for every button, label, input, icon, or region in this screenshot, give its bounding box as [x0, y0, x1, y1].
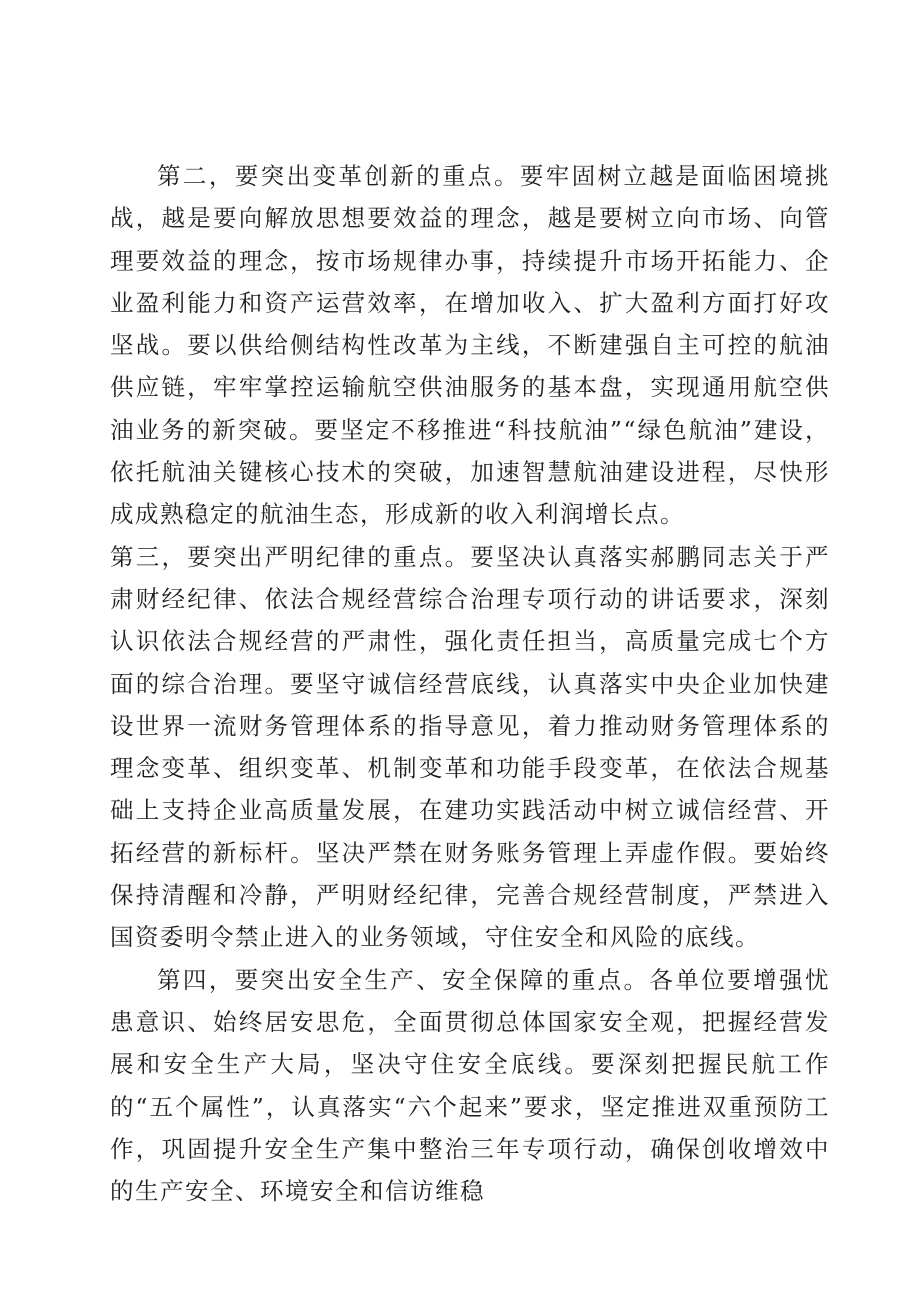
- document-body: [110, 155, 830, 1212]
- paragraph-second-point: 第二，要突出变革创新的重点。要牢固树立越是面临困境挑战，越是要向解放思想要效益的理念，越是要树立向市场、向管理要效益的理念，按市场规律办事，持续提升市场开拓能力、企业盈利能力和资产运营效率，在增加收入、扩大盈利方面打好攻坚战。要以供给侧结构性改革为主线，不断建强自主可控的航油供应链，牢牢掌控运输航空供油服务的基本盘，实现通用航空供油业务的新突破。要坚定不移推进“科技航油”“绿色航油”建设，依托航油关键核心技术的突破，加速智慧航油建设进程，尽快形成成熟稳定的航油生态，形成新的收入利润增长点。: [110, 162, 830, 529]
- paragraph-fourth-point: 第四，要突出安全生产、安全保障的重点。各单位要增强忧患意识、始终居安思危，全面贯彻总体国家安全观，把握经营发展和安全生产大局，坚决守住安全底线。要深刻把握民航工作的“五个属性”，认真落实“六个起来”要求，坚定推进双重预防工作，巩固提升安全生产集中整治三年专项行动，确保创收增效中的生产安全、环境安全和信访维稳: [110, 965, 830, 1206]
- paragraph-third-point: 第三，要突出严明纪律的重点。要坚决认真落实郝鹏同志关于严肃财经纪律、依法合规经营综合治理专项行动的讲话要求，深刻认识依法合规经营的严肃性，强化责任担当，高质量完成七个方面的综合治理。要坚守诚信经营底线，认真落实中央企业加快建设世界一流财务管理体系的指导意见，着力推动财务管理体系的理念变革、组织变革、机制变革和功能手段变革，在依法合规基础上支持企业高质量发展，在建功实践活动中树立诚信经营、开拓经营的新标杆。坚决严禁在财务账务管理上弄虚作假。要始终保持清醒和冷静，严明财经纪律，完善合规经营制度，严禁进入国资委明令禁止进入的业务领域，守住安全和风险的底线。: [110, 542, 830, 952]
